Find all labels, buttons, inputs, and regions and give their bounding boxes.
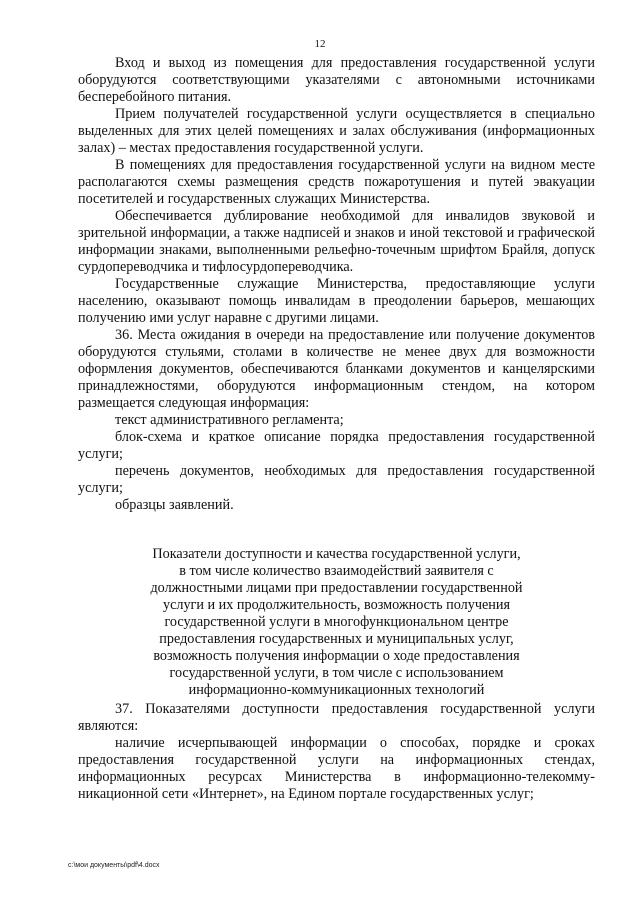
paragraph-entrance-exit: Вход и выход из помещения для предоставления государственной услуги оборудуются соответствующими указателями с автономными источниками бесперебойного питания.	[78, 55, 595, 105]
document-body	[78, 55, 595, 803]
paragraph-accessibility-duplication: Обеспечивается дублирование необходимой для инвалидов звуковой и зрительной информации, а также надписей и знаков и иной текстовой и графической информации знаками, выполненными рельефно-точечным шрифтом Брайля, допуск сурдопереводчика и тифлосурдопереводчика.	[78, 208, 595, 275]
list-item-regulation-text: текст административного регламента;	[115, 412, 344, 428]
list-item-exhaustive-information: наличие исчерпывающей информации о способах, порядке и сроках предоставления государственной услуги на информационных стендах, информационных ресурсах Министерства в информационно-телекомму-никационной сети «Интернет», на Едином портале государственных услуг;	[78, 735, 595, 802]
paragraph-reception: Прием получателей государственной услуги осуществляется в специально выделенных для этих целей помещениях и залах обслуживания (информационных залах) – местах предоставления государственной услуги.	[78, 106, 595, 156]
list-item-flowchart: блок-схема и краткое описание порядка предоставления государственной услуги;	[78, 429, 595, 462]
list-item-documents-list: перечень документов, необходимых для предоставления государственной услуги;	[78, 463, 595, 496]
heading-line: должностными лицами при предоставлении государственной	[150, 580, 523, 596]
heading-line: государственной услуги, в том числе с использованием	[169, 665, 504, 681]
heading-line: в том числе количество взаимодействий заявителя с	[179, 563, 494, 579]
heading-line: государственной услуги в многофункциональном центре	[164, 614, 509, 630]
paragraph-staff-assistance: Государственные служащие Министерства, предоставляющие услуги населению, оказывают помощь инвалидам в преодолении барьеров, мешающих получению ими услуг наравне с другими лицами.	[78, 276, 595, 326]
paragraph-fire-schemes: В помещениях для предоставления государственной услуги на видном месте располагаются схемы размещения средств пожаротушения и путей эвакуации посетителей и государственных служащих Министерства.	[78, 157, 595, 207]
heading-line: информационно-коммуникационных технологий	[188, 682, 485, 698]
heading-line: услуги и их продолжительность, возможность получения	[162, 597, 510, 613]
heading-line: возможность получения информации о ходе предоставления	[153, 648, 520, 664]
page-number: 12	[314, 38, 326, 50]
heading-line: предоставления государственных и муниципальных услуг,	[159, 631, 514, 647]
footer-file-path: c:\мои документы\pdf\4.docx	[68, 862, 160, 869]
heading-line: Показатели доступности и качества государственной услуги,	[152, 546, 521, 562]
paragraph-item-37: 37. Показателями доступности предоставления государственной услуги являются:	[78, 701, 595, 734]
list-item-application-samples: образцы заявлений.	[115, 497, 234, 513]
section-heading	[78, 546, 595, 699]
paragraph-item-36: 36. Места ожидания в очереди на предоставление или получение документов оборудуются стульями, столами в количестве не менее двух для возможности оформления документов, обеспечиваются бланками документов и канцелярскими принадлежностями, оборудуются информационным стендом, на котором размещается следующая информация:	[78, 327, 595, 411]
